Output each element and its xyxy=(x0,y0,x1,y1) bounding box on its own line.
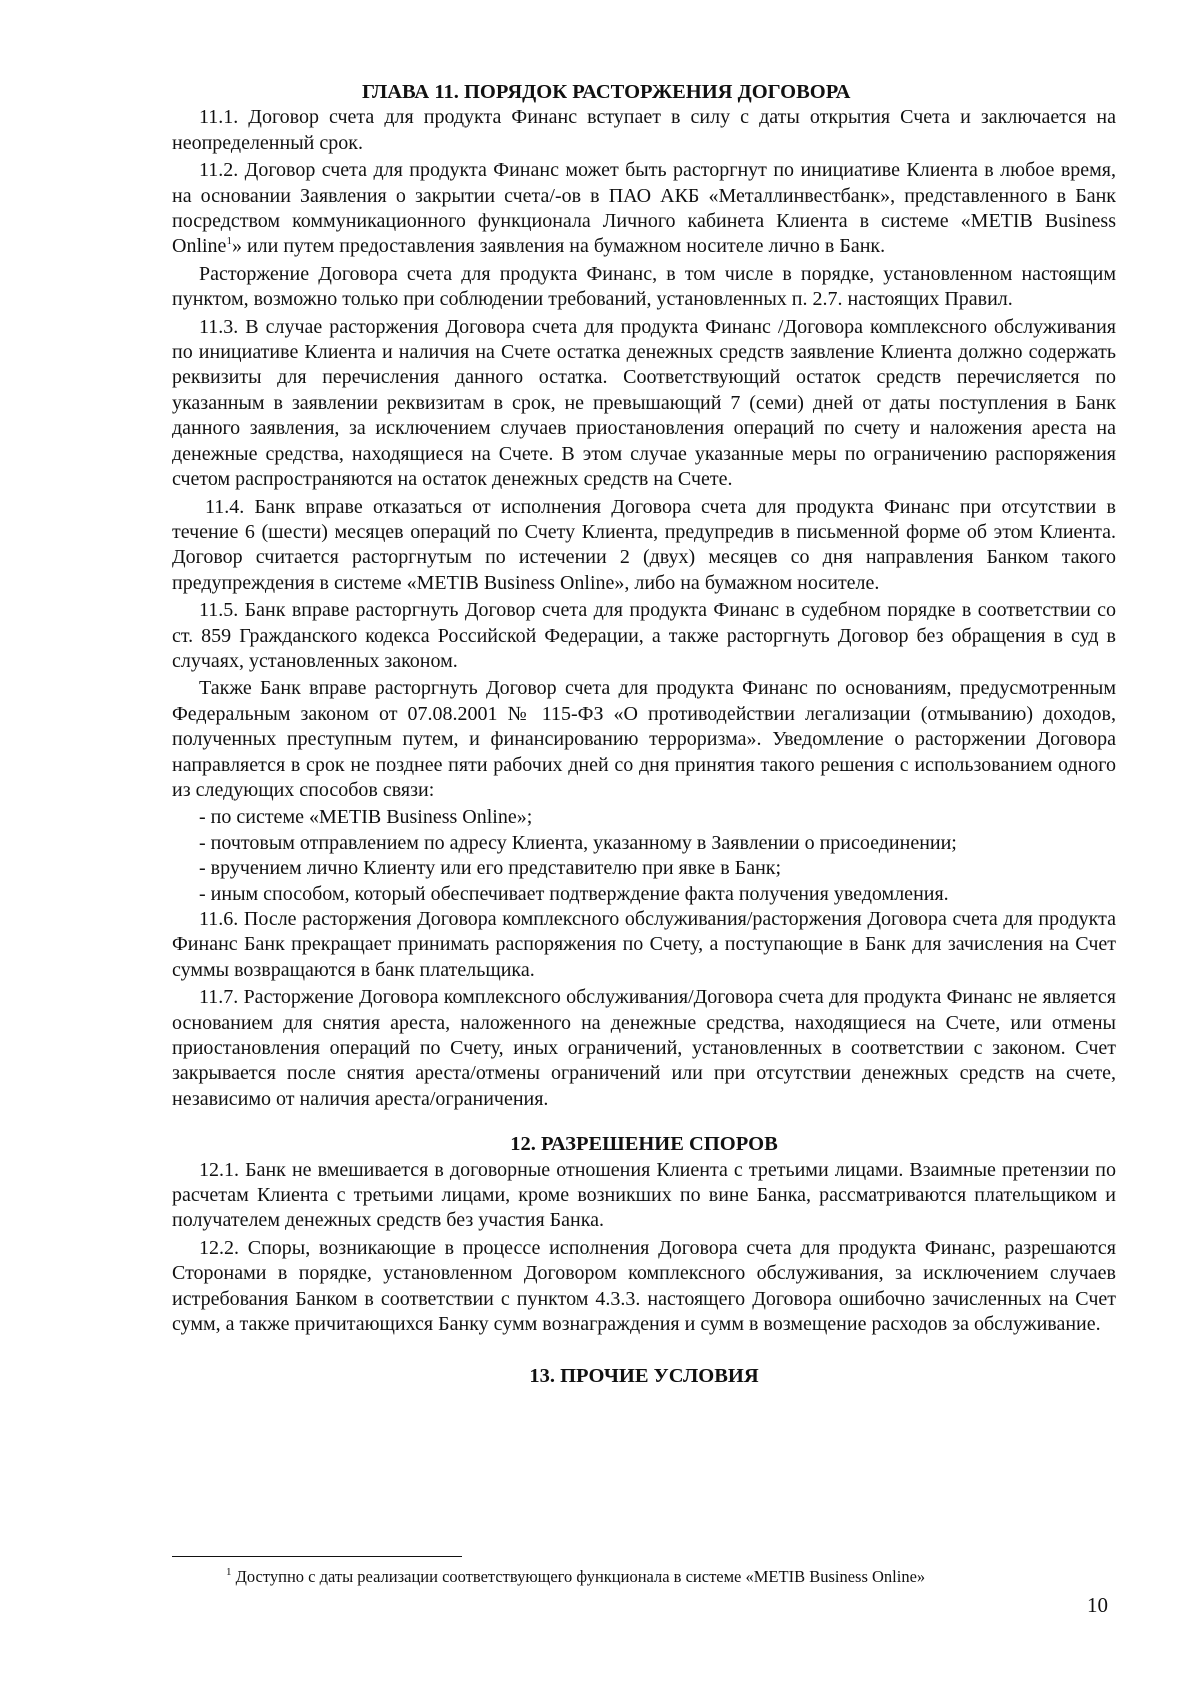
footnote xyxy=(226,1566,925,1588)
paragraph-11-4: 11.4. Банк вправе отказаться от исполнения Договора счета для продукта Финанс при отсутствии в течение 6 (шести) месяцев операций по Счету Клиента, предупредив в письменной форме об этом Клиента. Договор считается расторгнутым по истечении 2 (двух) месяцев со дня направления Банком такого предупреждения в системе «METIB Business Online», либо на бумажном носителе. xyxy=(172,495,1116,594)
paragraph-11-6: 11.6. После расторжения Договора комплексного обслуживания/расторжения Договора счета для продукта Финанс Банк прекращает принимать распоряжения по Счету, а поступающие в Банк для зачисления на Счет суммы возвращаются в банк плательщика. xyxy=(172,908,1116,981)
paragraph-12-2: 12.2. Споры, возникающие в процессе исполнения Договора счета для продукта Финанс, разрешаются Сторонами в порядке, установленном Договором комплексного обслуживания, за исключением случаев истребования Банком в соответствии с пунктом 4.3.3. настоящего Договора ошибочно зачисленных на Счет сумм, а также причитающихся Банку сумм вознаграждения и сумм в возмещение расходов за обслуживание. xyxy=(172,1236,1116,1336)
paragraph-12-1: 12.1. Банк не вмешивается в договорные отношения Клиента с третьими лицами. Взаимные претензии по расчетам Клиента с третьими лицами, кроме возникших по вине Банка, рассматриваются плательщиком и получателем денежных средств без участия Банка. xyxy=(172,1158,1116,1232)
paragraph-11-2-continuation: Расторжение Договора счета для продукта Финанс, в том числе в порядке, установленном настоящим пунктом, возможно только при соблюдении требований, установленных п. 2.7. настоящих Правил. xyxy=(172,262,1116,311)
page-number: 10 xyxy=(1087,1593,1108,1617)
paragraph-11-3: 11.3. В случае расторжения Договора счета для продукта Финанс /Договора комплексного обслуживания по инициативе Клиента и наличия на Счете остатка денежных средств заявление Клиента должно содержать реквизиты для перечисления данного остатка. Соответствующий остаток средств перечисляется по указанным в заявлении реквизитам в срок, не превышающий 7 (семи) дней от даты поступления в Банк данного заявления, за исключением случаев приостановления операций по счету и наложения ареста на денежные средства, находящиеся на Счете. В этом случае указанные меры по ограничению распоряжения счетом распространяются на остаток денежных средств на Счете. xyxy=(172,315,1116,491)
list-item: - по системе «METIB Business Online»; xyxy=(199,806,533,829)
page-body xyxy=(172,80,1116,1389)
list-item: - почтовым отправлением по адресу Клиента, указанному в Заявлении о присоединении; xyxy=(199,831,957,854)
footnote-reference[interactable]: 1 xyxy=(226,234,232,247)
paragraph-11-7: 11.7. Расторжение Договора комплексного обслуживания/Договора счета для продукта Финанс не является основанием для снятия ареста, наложенного на денежные средства, находящиеся на Счете, или отмены приостановления операций по Счету, иных ограничений, установленных в соответствии с законом. Счет закрывается после снятия ареста/отмены ограничений или при отсутствии денежных средств на счете, независимо от наличия ареста/ограничения. xyxy=(172,986,1116,1110)
footnote-separator xyxy=(172,1556,462,1557)
chapter-13-heading: 13. ПРОЧИЕ УСЛОВИЯ xyxy=(529,1364,759,1387)
paragraph-11-5: 11.5. Банк вправе расторгнуть Договор счета для продукта Финанс в судебном порядке в соответствии со ст. 859 Гражданского кодекса Российской Федерации, а также расторгнуть Договор без обращения в суд в случаях, установленных законом. xyxy=(172,599,1116,672)
paragraph-11-1: 11.1. Договор счета для продукта Финанс вступает в силу с даты открытия Счета и заключается на неопределенный срок. xyxy=(172,106,1116,154)
section-spacer xyxy=(172,1340,1116,1364)
chapter-11-heading: ГЛАВА 11. ПОРЯДОК РАСТОРЖЕНИЯ ДОГОВОРА xyxy=(362,81,851,103)
footnote-mark: 1 xyxy=(226,1565,232,1578)
paragraph-11-2-text-b: » или путем предоставления заявления на бумажном носителе лично в Банк. xyxy=(231,235,886,258)
list-item: - иным способом, который обеспечивает подтверждение факта получения уведомления. xyxy=(199,882,949,905)
footnote-text: Доступно с даты реализации соответствующего функционала в системе «METIB Business Online» xyxy=(231,1567,926,1586)
paragraph-11-5-continuation: Также Банк вправе расторгнуть Договор счета для продукта Финанс по основаниям, предусмотренным Федеральным законом от 07.08.2001 № 115-ФЗ «О противодействии легализации (отмыванию) доходов, полученных преступным путем, и финансированию терроризма». Уведомление о расторжении Договора направляется в срок не позднее пяти рабочих дней со дня принятия такого решения с использованием одного из следующих способов связи: xyxy=(172,677,1116,801)
chapter-12-heading: 12. РАЗРЕШЕНИЕ СПОРОВ xyxy=(510,1133,778,1156)
section-spacer xyxy=(172,1114,1116,1132)
list-item: - вручением лично Клиенту или его представителю при явке в Банк; xyxy=(199,857,782,880)
paragraph-11-2 xyxy=(172,158,1116,260)
paragraph-11-2-text-a: 11.2. Договор счета для продукта Финанс может быть расторгнут по инициативе Клиента в любое время, на основании Заявления о закрытии счета/-ов в ПАО АКБ «Металлинвестбанк», представленного в Банк посредством коммуникационного функционала Личного кабинета Клиента в системе «METIB Business Online xyxy=(172,159,1116,258)
